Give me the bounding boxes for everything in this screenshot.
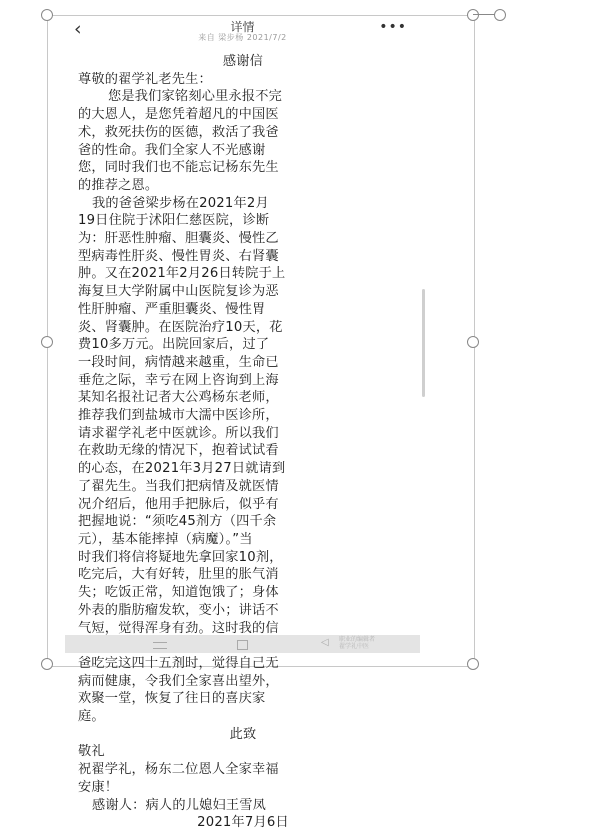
letter-line: 失；吃饭正常，知道饱饿了；身体: [78, 585, 279, 601]
resize-handle-top-left[interactable]: [41, 9, 53, 21]
menu-icon[interactable]: [153, 642, 167, 649]
letter-line: 肿。又在2021年2月26日转院于上: [78, 266, 286, 282]
resize-handle-bottom-left[interactable]: [41, 658, 53, 670]
letter-line: 尊敬的翟学礼老先生：: [78, 71, 212, 87]
letter-line: 外表的脂肪瘤发软，变小；讲话不: [78, 602, 279, 618]
letter-line: 炎、肾囊肿。在医院治疗10天，花: [78, 319, 283, 335]
letter-line: 型病毒性肝炎、慢性胃炎、右肾囊: [78, 248, 279, 264]
letter-line: 病而健康，令我们全家喜出望外，: [78, 673, 279, 689]
resize-handle-top-right[interactable]: [467, 9, 479, 21]
letter-line: 爸的性命。我们全家人不光感谢: [78, 142, 266, 158]
letter-line: 海复旦大学附属中山医院复诊为恶: [78, 284, 279, 300]
letter-line: 性肝肿瘤、严重胆囊炎、慢性胃: [78, 301, 266, 317]
top-bar: [60, 17, 425, 53]
letter-line: 时我们将信将疑地先拿回家10剂，: [78, 549, 283, 565]
letter-line: 爸吃完这四十五剂时，觉得自己无: [78, 655, 279, 671]
letter-line: 感谢人：病人的儿媳妇王雪凤: [92, 797, 267, 813]
nav-back-icon[interactable]: ◁: [321, 637, 329, 648]
letter-line: 一段时间，病情越来越重，生命已: [78, 354, 279, 370]
letter-line: 庭。: [78, 709, 105, 725]
letter-line: 气短，觉得浑身有劲。这时我的信: [78, 620, 279, 636]
letter-line: 垂危之际，幸亏在网上咨询到上海: [78, 372, 279, 388]
scrollbar[interactable]: [422, 289, 425, 397]
letter-line: 安康！: [78, 779, 119, 795]
letter-line: 在救助无缘的情况下，抱着试试看: [78, 443, 279, 459]
resize-handle-middle-left[interactable]: [41, 336, 53, 348]
letter-line: 欢聚一堂，恢复了往日的喜庆家: [78, 691, 266, 707]
resize-handle-bottom-right[interactable]: [467, 658, 479, 670]
back-icon[interactable]: ‹: [74, 18, 82, 40]
letter-line: 况介绍后，他用手把脉后，似乎有: [78, 496, 279, 512]
letter-line: 您是我们家铭刻心里永报不完: [108, 89, 283, 105]
letter-line: 某知名报社记者大公鸡杨东老师，: [78, 390, 279, 406]
letter-line: 元），基本能摔掉（病魔）。”当: [78, 531, 253, 547]
letter-line: 费10多万元。出院回家后，过了: [78, 337, 270, 353]
letter-title: 感谢信: [222, 54, 264, 69]
letter-body: [78, 53, 408, 832]
letter-line: 吃完后，大有好转，肚里的胀气消: [78, 567, 279, 583]
letter-line: 推荐我们到盐城市大濡中医诊所，: [78, 408, 279, 424]
letter-line: 我的爸爸梁步杨在2021年2月: [92, 195, 269, 211]
watermark-text: 职业的编辑者 翟学礼中医: [339, 636, 376, 650]
resize-handle-middle-right[interactable]: [467, 336, 479, 348]
letter-line: 的推荐之恩。: [78, 177, 159, 193]
home-icon[interactable]: [237, 640, 248, 650]
letter-line: 术，救死扶伤的医德，救活了我爸: [78, 124, 279, 140]
letter-line: 把握地说：“须吃45剂方（四千余: [78, 514, 277, 530]
more-icon[interactable]: •••: [379, 19, 407, 35]
letter-line: 请求翟学礼老中医就诊。所以我们: [78, 425, 279, 441]
system-nav-bar: [65, 635, 420, 653]
letter-line: 为：肝恶性肿瘤、胆囊炎、慢性乙: [78, 231, 279, 247]
letter-line: 19日住院于沭阳仁慈医院，诊断: [78, 213, 270, 229]
letter-line: 此致: [229, 726, 257, 742]
letter-line: 祝翟学礼，杨东二位恩人全家幸福: [78, 762, 279, 778]
page-title: 详情: [230, 20, 255, 34]
letter-line: 敬礼: [78, 744, 105, 760]
letter-line: 了翟先生。当我们把病情及就医情: [78, 478, 279, 494]
rotate-handle[interactable]: [494, 9, 506, 21]
letter-line: 2021年7月6日: [197, 815, 289, 831]
letter-line: 的大恩人，是您凭着超凡的中国医: [78, 107, 279, 123]
letter-line: 您，同时我们也不能忘记杨东先生: [78, 160, 279, 176]
letter-line: 的心态，在2021年3月27日就请到: [78, 461, 286, 477]
post-source: 来自 梁步杨 2021/7/2: [198, 33, 287, 42]
phone-screenshot: [60, 17, 425, 831]
